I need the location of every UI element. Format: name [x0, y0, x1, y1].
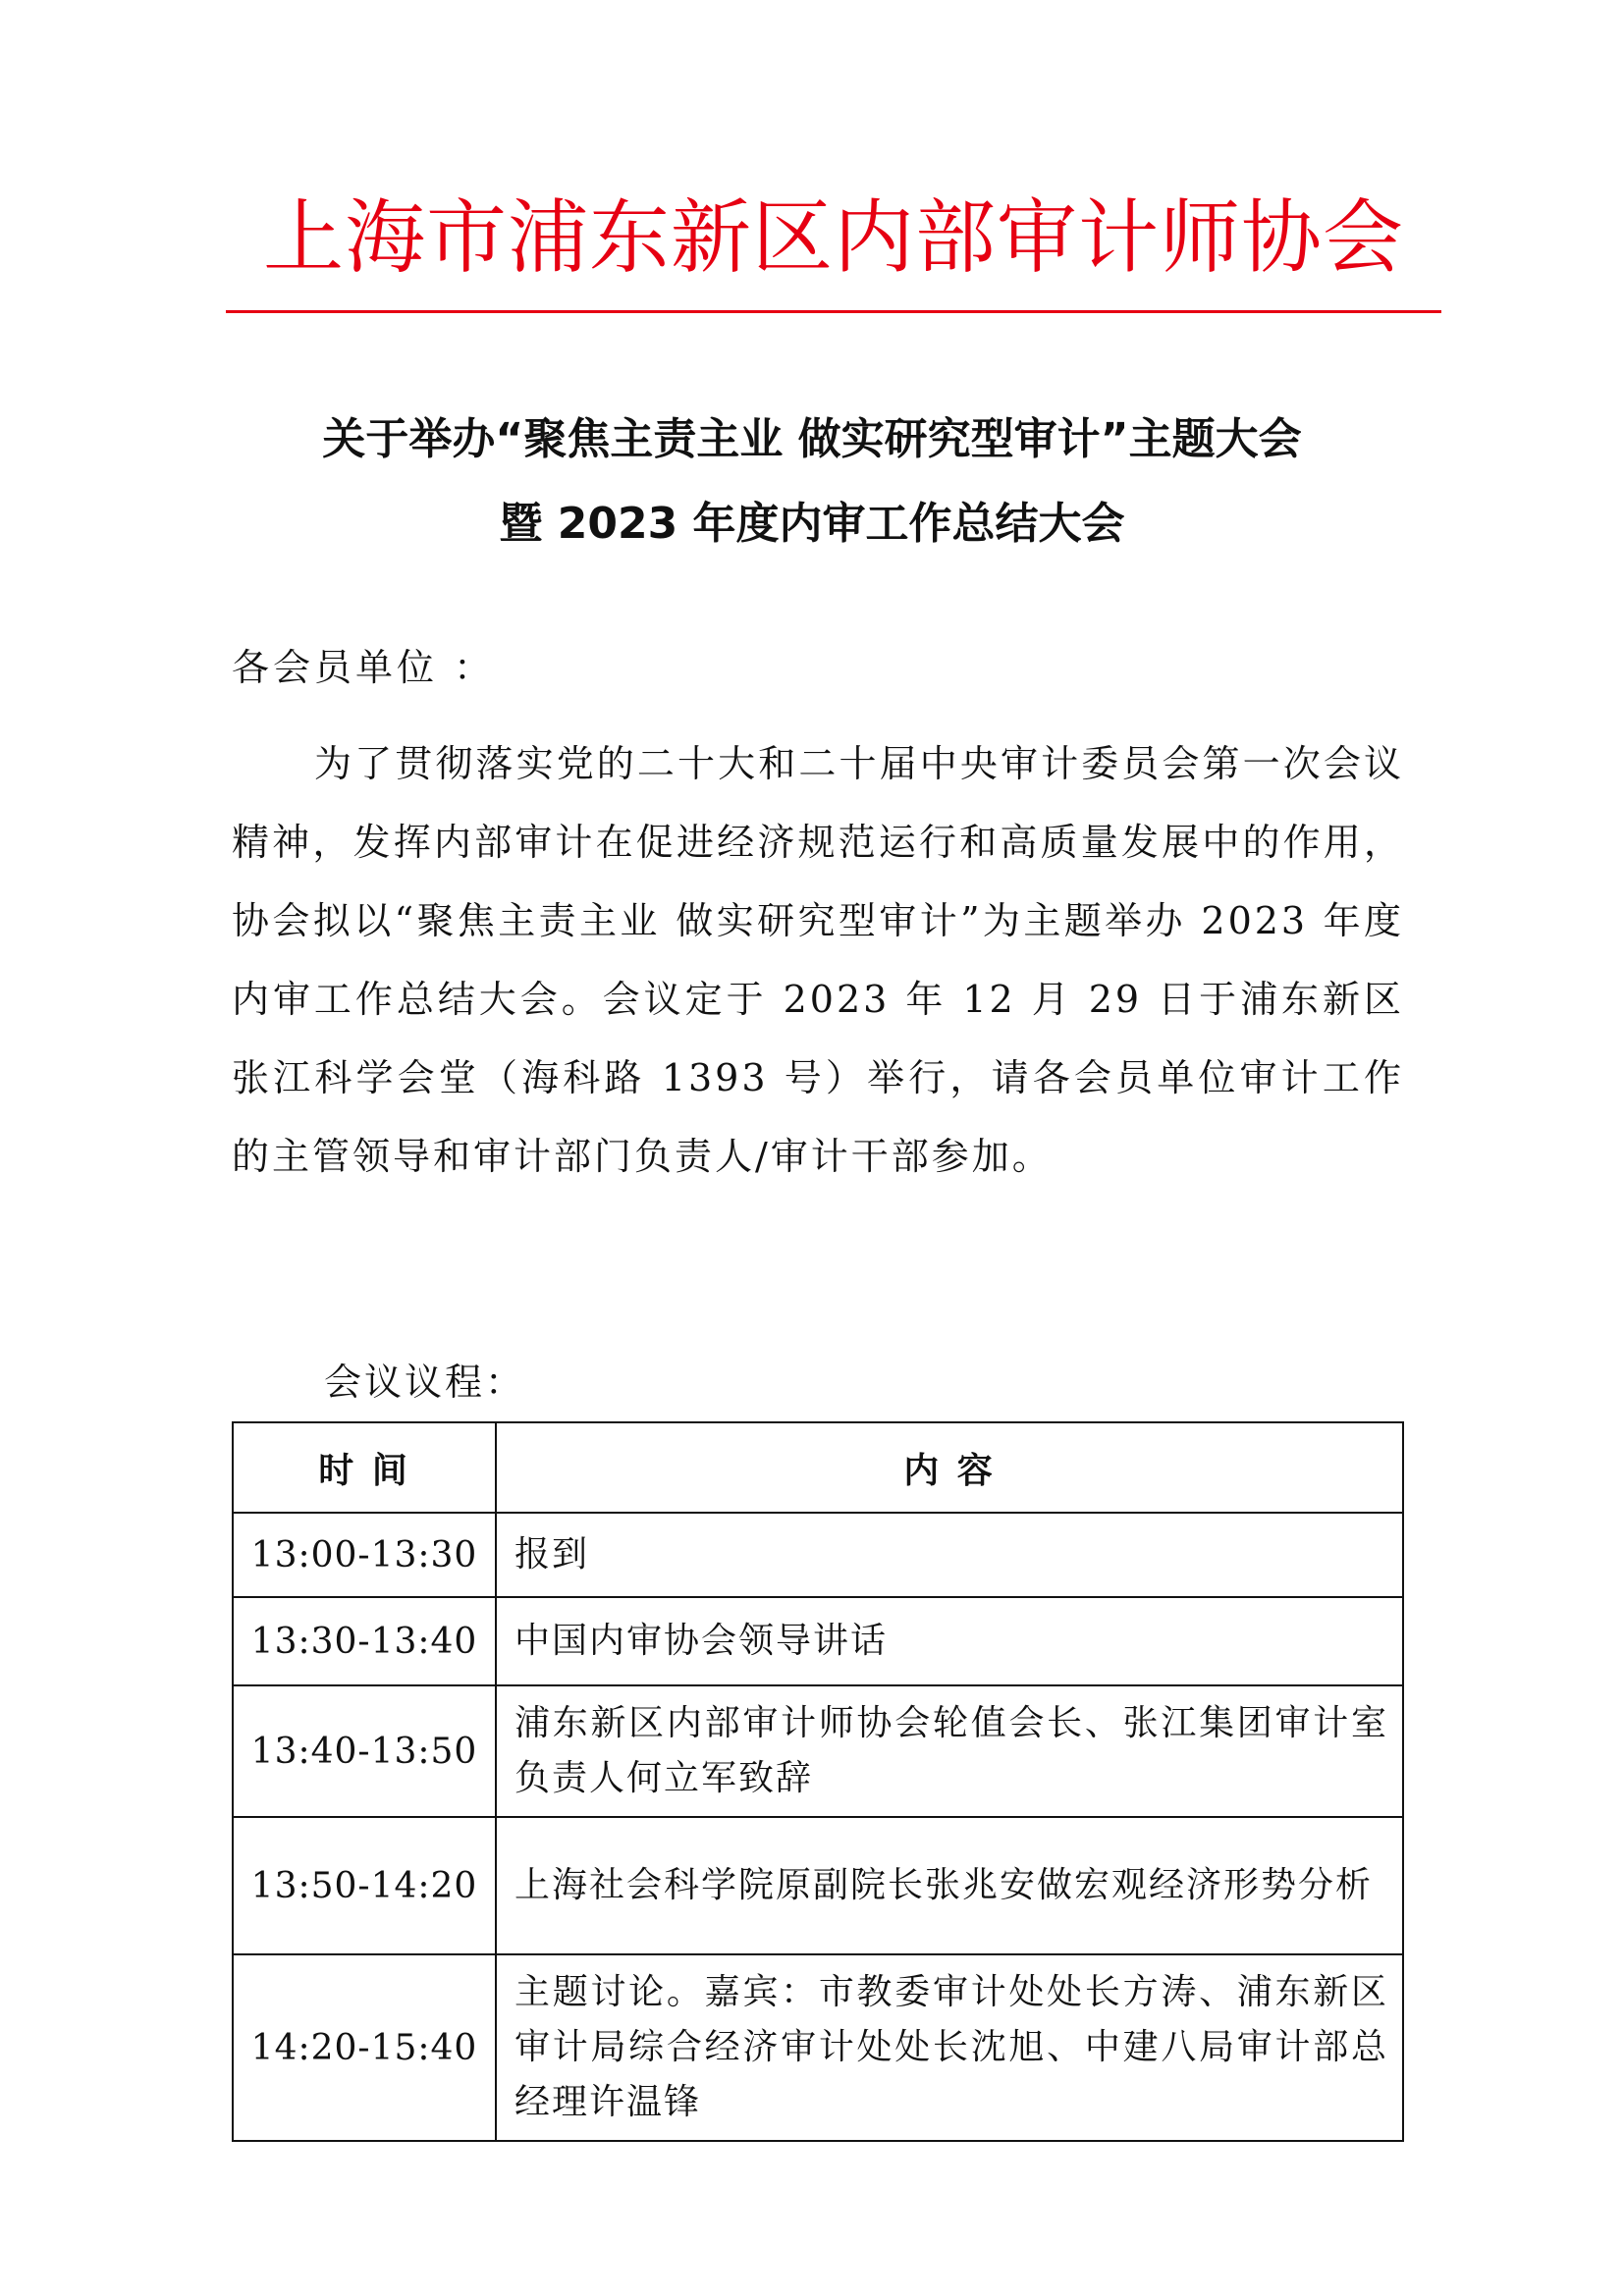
table-row	[233, 1954, 1403, 2141]
agenda-label: 会议议程：	[324, 1361, 526, 1404]
agenda-time: 14:20-15:40	[233, 1954, 496, 2141]
agenda-content: 浦东新区内部审计师协会轮值会长、张江集团审计室负责人何立军致辞	[496, 1685, 1403, 1817]
table-row	[233, 1597, 1403, 1685]
salutation: 各会员单位 ：	[232, 646, 496, 689]
table-row	[233, 1513, 1403, 1597]
notice-title-line2: 暨 2023 年度内审工作总结大会	[499, 499, 1125, 549]
agenda-time: 13:50-14:20	[233, 1817, 496, 1954]
table-row	[233, 1685, 1403, 1817]
org-letterhead-title: 上海市浦东新区内部审计师协会	[262, 191, 1404, 285]
notice-body: 为了贯彻落实党的二十大和二十届中央审计委员会第一次会议精神，发挥内部审计在促进经济规范运行和高质量发展中的作用，协会拟以“聚焦主责主业 做实研究型审计”为主题举办 2023 年度内审工作总结大会。会议定于 2023 年 12 月 29 日于浦东新区张江科学会堂（海科路 1393 号）举行，请各会员单位审计工作的主管领导和审计部门负责人/审计干部参加。	[232, 742, 1404, 1178]
table-row	[233, 1817, 1403, 1954]
agenda-time: 13:00-13:30	[233, 1513, 496, 1597]
agenda-header-row	[233, 1422, 1403, 1513]
agenda-content: 主题讨论。嘉宾：市教委审计处处长方涛、浦东新区审计局综合经济审计处处长沈旭、中建八局审计部总经理许温锋	[496, 1954, 1403, 2141]
agenda-time: 13:30-13:40	[233, 1597, 496, 1685]
letterhead-divider	[226, 310, 1441, 313]
agenda-table	[232, 1421, 1404, 2142]
agenda-content: 中国内审协会领导讲话	[496, 1597, 1403, 1685]
agenda-content: 上海社会科学院原副院长张兆安做宏观经济形势分析	[496, 1817, 1403, 1954]
agenda-header-time: 时 间	[233, 1422, 496, 1513]
notice-title-line1: 关于举办“聚焦主责主业 做实研究型审计”主题大会	[322, 414, 1302, 464]
agenda-content: 报到	[496, 1513, 1403, 1597]
agenda-header-content: 内 容	[496, 1422, 1403, 1513]
agenda-time: 13:40-13:50	[233, 1685, 496, 1817]
